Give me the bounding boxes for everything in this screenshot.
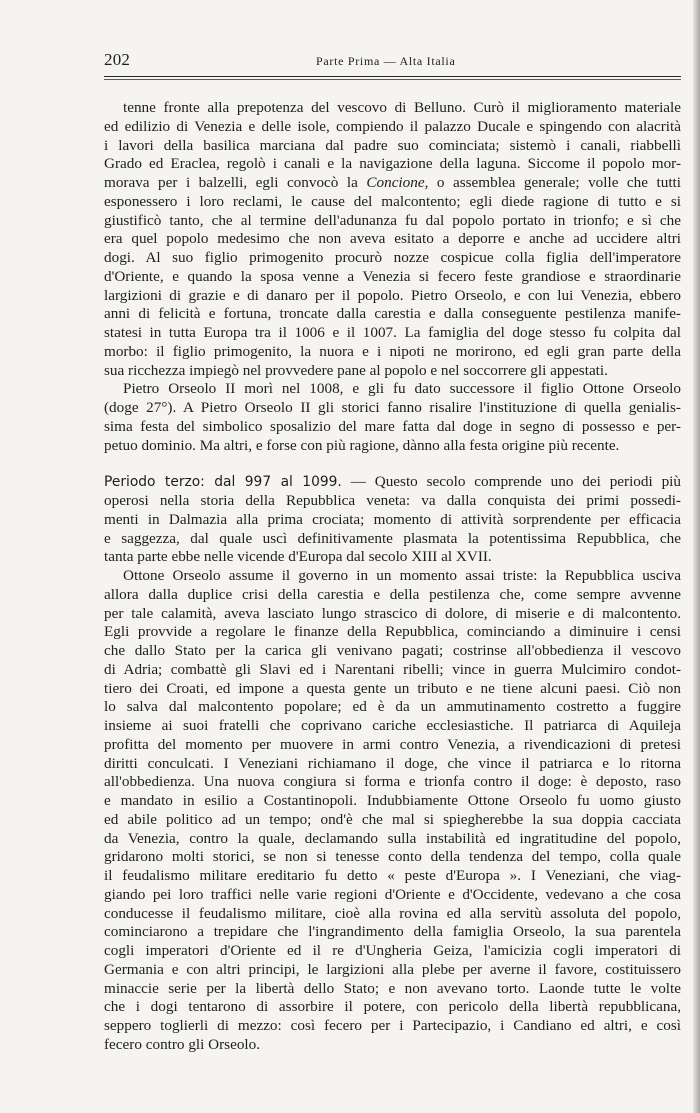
text-line bbox=[104, 287, 681, 306]
text-line bbox=[104, 268, 681, 287]
text-line bbox=[104, 961, 681, 980]
line-text: petuo dominio. Ma altri, e forse con più ragione, dànno alla festa origine più recente. bbox=[104, 436, 620, 454]
text-line bbox=[104, 174, 681, 193]
line-text: insieme ai suoi fratelli che coprivano cariche ecclesiastiche. Il patriarca di Aquileja bbox=[104, 717, 681, 734]
line-text: seppero toglierli di mezzo: così fecero per i Partecipazio, i Candiano ed altri, e così bbox=[104, 1017, 681, 1034]
text-line bbox=[104, 212, 681, 231]
page-edge-shadow bbox=[693, 0, 700, 1113]
text-line bbox=[104, 118, 681, 137]
text-line bbox=[104, 867, 681, 886]
text-line bbox=[104, 942, 681, 961]
line-text: che i dogi tentarono di assorbire il potere, con pericolo della libertà repubblicana, bbox=[104, 998, 681, 1016]
text-line bbox=[104, 586, 681, 605]
line-text: d'Oriente, e quando la sposa venne a Venezia si fecero feste grandiose e straordinarie bbox=[104, 267, 681, 285]
line-text: Germania e con altri principi, le largizioni alla plebe per averne il favore, costituissero bbox=[104, 960, 681, 978]
line-text: cogli imperatori d'Oriente ed il re d'Ungheria Geiza, l'amicizia cogli imperatori di bbox=[104, 942, 681, 959]
line-text: Pietro Orseolo II morì nel 1008, e gli fu dato successore il figlio Ottone Orseolo bbox=[123, 380, 681, 398]
text-line bbox=[104, 736, 681, 755]
text-line bbox=[104, 343, 681, 362]
text-line bbox=[104, 980, 681, 999]
text-line bbox=[104, 193, 681, 212]
text-line bbox=[104, 905, 681, 924]
line-text: conducesse il feudalismo militare, cioè alla rovina ed alla servitù assoluta del popolo, bbox=[104, 904, 681, 922]
text-line bbox=[104, 605, 681, 624]
line-text: profitta del momento per muovere in armi contro Venezia, a rivendicazioni di pretesi bbox=[104, 735, 681, 753]
text-line bbox=[104, 1036, 681, 1055]
line-text: morava per i balzelli, egli convocò la Concione, o assemblea generale; volle che tutti bbox=[104, 174, 681, 191]
line-text: era quel popolo medesimo che non aveva esitato a deporre e anche ad uccidere altri bbox=[104, 230, 681, 248]
text-line bbox=[104, 773, 681, 792]
line-text: esponessero i loro reclami, le cause del malcontento; egli diede ragione di tutto e si bbox=[104, 192, 681, 210]
line-text: tiero dei Croati, ed impone a questa gente un tributo e ne tiene alcuni paesi. Ciò non bbox=[104, 679, 681, 697]
text-line bbox=[104, 530, 681, 549]
page-number: 202 bbox=[104, 50, 131, 69]
line-text: — Questo secolo comprende uno dei periodi più bbox=[341, 473, 681, 491]
text-line bbox=[104, 1017, 681, 1036]
line-text: il feudalismo militare ereditario fu detto « peste d'Europa ». I Veneziani, che viag- bbox=[104, 867, 681, 884]
line-text: all'obbedienza. Una nuova congiura si forma e trionfa contro il doge: è deposto, raso bbox=[104, 773, 681, 791]
line-text: morbo: il figlio primogenito, la nuora e i nipoti ne morirono, ed egli gran parte della bbox=[104, 342, 681, 360]
text-line bbox=[104, 567, 681, 586]
line-text: statesi in tutta Europa tra il 1006 e il 1007. La famiglia del doge stesso fu colpita dal bbox=[104, 324, 681, 341]
line-text: (doge 27°). A Pietro Orseolo II gli storici fanno risalire l'instituzione di quella genialis- bbox=[104, 399, 681, 416]
header-rule bbox=[104, 76, 681, 77]
line-text: diritti conculcati. I Veneziani richiamano il doge, che vince il patriarca e lo ritorna bbox=[104, 754, 681, 772]
line-text: lo salva dal malcontento popolare; ed è da un ammutinamento costretto a fuggire bbox=[104, 698, 681, 716]
line-text: per tale calamità, aveva lasciato lungo strascico di dolore, di miserie e di malcontento. bbox=[104, 604, 681, 622]
italic-term: Concione bbox=[366, 174, 425, 191]
line-text: tenne fronte alla prepotenza del vescovo di Belluno. Curò il miglioramento materiale bbox=[123, 99, 681, 116]
line-text: i lavori della basilica marciana dal padre suo cominciata; sistemò i canali, riabbellì bbox=[104, 136, 681, 154]
line-text: gridarono molti storici, se non si tenesse conto della tendenza del tempo, colla quale bbox=[104, 848, 681, 866]
text-line bbox=[104, 137, 681, 156]
line-text: e mandato in esilio a Costantinopoli. Indubbiamente Ottone Orseolo fu uomo giusto bbox=[104, 792, 681, 809]
text-line bbox=[104, 362, 681, 381]
line-text: giustificò tanto, che al termine dell'adunanza fu dal popolo portato in trionfo; e sì che bbox=[104, 211, 681, 229]
text-line bbox=[104, 717, 681, 736]
text-line bbox=[104, 492, 681, 511]
section-heading: Periodo terzo: dal 997 al 1099. bbox=[104, 474, 342, 491]
body-text bbox=[104, 99, 681, 1055]
running-head bbox=[104, 50, 681, 72]
text-line bbox=[104, 830, 681, 849]
text-line bbox=[104, 998, 681, 1017]
line-text: Grado ed Eraclea, regolò i canali e la navigazione della laguna. Siccome il popolo mor- bbox=[104, 155, 681, 173]
line-text: Ottone Orseolo assume il governo in un momento assai triste: la Repubblica usciva bbox=[123, 567, 681, 584]
text-line bbox=[104, 811, 681, 830]
text-line bbox=[104, 418, 681, 437]
text-line bbox=[104, 661, 681, 680]
line-text: tanta parte ebbe nelle vicende d'Europa dal secolo XIII al XVII. bbox=[104, 548, 492, 566]
text-line bbox=[104, 305, 681, 324]
running-title: Parte Prima — Alta Italia bbox=[316, 54, 456, 68]
line-text: anni di felicità e fortuna, troncate dalla carestia e dalla conseguente pestilenza manife- bbox=[104, 305, 681, 323]
line-text: minaccie serie per la libertà dello Stato; e non avevano torto. Laonde tutte le volte bbox=[104, 979, 681, 997]
line-text: che dallo Stato per la carica gli venivano pagati; costrinse all'obbedienza il vescovo bbox=[104, 642, 681, 659]
line-text: giando pei loro traffici nelle varie regioni d'Oriente e d'Occidente, vedevano a che cosa bbox=[104, 885, 681, 903]
text-line bbox=[104, 923, 681, 942]
header-rule-thin bbox=[104, 79, 681, 80]
line-text: sima festa del simbolico sposalizio del mare fatta dal doge in segno di possesso e per- bbox=[104, 417, 681, 435]
line-text: fecero contro gli Orseolo. bbox=[104, 1035, 261, 1053]
text-line bbox=[104, 155, 681, 174]
text-line bbox=[104, 473, 681, 492]
text-line bbox=[104, 511, 681, 530]
line-text: menti in Dalmazia alla prima crociata; momento di attività sorprendente per efficacia bbox=[104, 510, 681, 528]
text-line bbox=[104, 399, 681, 418]
text-line bbox=[104, 698, 681, 717]
line-text: allora dalla duplice crisi della carestia e della pestilenza che, come sempre avvenne bbox=[104, 585, 681, 603]
line-text: di Adria; combattè gli Slavi ed i Narentani ribelli; vince in guerra Mulcimiro condot- bbox=[104, 660, 681, 678]
text-line bbox=[104, 848, 681, 867]
line-text: e saggezza, dal quale uscì definitivamente plasmata la potentissima Repubblica, che bbox=[104, 529, 681, 547]
text-line bbox=[104, 680, 681, 699]
text-line bbox=[104, 642, 681, 661]
line-text: cominciarono a trepidare che l'ingrandimento della famiglia Orseolo, la sua parentela bbox=[104, 923, 681, 941]
line-text: da Venezia, contro la quale, declamando sulla instabilità ed ingratitudine del popolo, bbox=[104, 829, 681, 847]
line-text: ed abile politico ad un tempo; ond'è che mal si spiegherebbe la sua doppia cacciata bbox=[104, 810, 681, 828]
paragraphs bbox=[104, 99, 681, 1055]
text-line bbox=[104, 437, 681, 456]
text-line bbox=[104, 99, 681, 118]
text-line bbox=[104, 886, 681, 905]
text-line bbox=[104, 623, 681, 642]
text-line bbox=[104, 548, 681, 567]
text-line bbox=[104, 380, 681, 399]
line-text: largizioni di grazie e di danaro per il popolo. Pietro Orseolo, e con lui Venezia, ebbero bbox=[104, 286, 681, 304]
text-line bbox=[104, 249, 681, 268]
text-line bbox=[104, 230, 681, 249]
line-text: ed edilizio di Venezia e delle isole, compiendo il palazzo Ducale e spingendo con alacrità bbox=[104, 117, 681, 135]
line-text: sua ricchezza impiegò nel provvedere pane al popolo e nel soccorrere gli appestati. bbox=[104, 361, 608, 379]
line-text: operosi nella storia della Repubblica veneta: va dalla conquista dei primi possedi- bbox=[104, 492, 681, 509]
line-text: dogi. Al suo figlio primogenito procurò nozze cospicue colla figlia dell'imperatore bbox=[104, 249, 681, 266]
text-line bbox=[104, 324, 681, 343]
text-line bbox=[104, 792, 681, 811]
text-line bbox=[104, 755, 681, 774]
line-text: Egli provvide a regolare le finanze della Repubblica, cominciando a diminuire i censi bbox=[104, 623, 681, 641]
